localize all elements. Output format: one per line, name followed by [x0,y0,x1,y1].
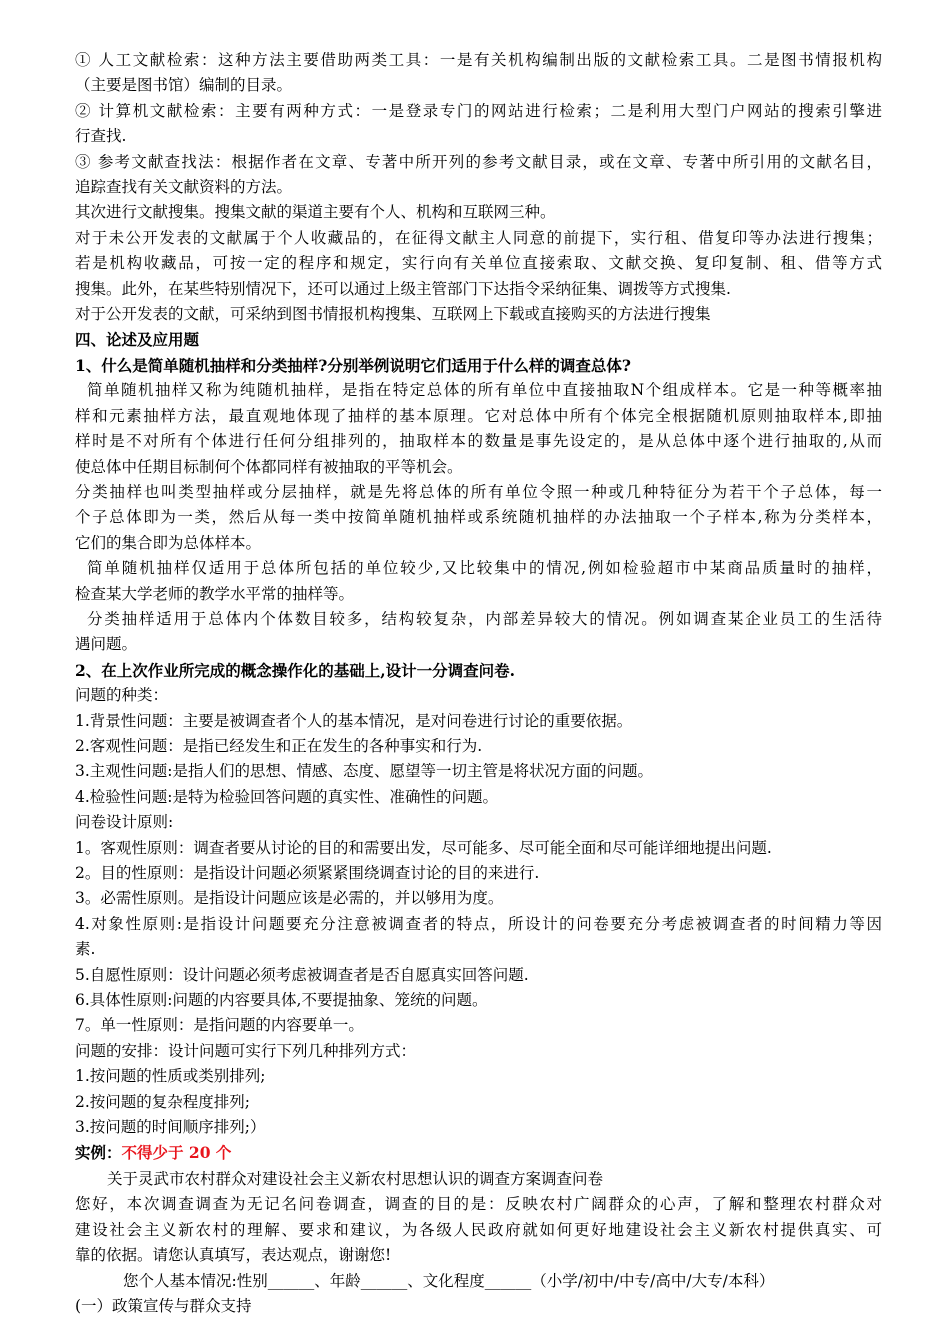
list-item: 1.背景性问题：主要是被调查者个人的基本情况，是对问卷进行讨论的重要依据。 [75,711,633,730]
text-line: 问题的安排：设计问题可实行下列几种排列方式： [75,1041,417,1060]
text-line: 素. [75,940,96,959]
text-line: 行查找. [75,127,127,146]
text-line: 检查某大学老师的教学水平常的抽样等。 [75,584,355,603]
text-line: 简单随机抽样又称为纯随机抽样，是指在特定总体的所有单位中直接抽取N个组成样本。它是一种等概率抽 [87,381,882,400]
list-item: 2。目的性原则：是指设计问题必须紧紧围绕调查讨论的目的来进行. [75,864,540,882]
question-heading: 2、在上次作业所完成的概念操作化的基础上,设计一分调查问卷. [75,660,516,680]
list-item: 7。单一性原则：是指问题的内容要单一。 [75,1016,364,1035]
text-line: 样时是不对所有个体进行任何分组排列的，抽取样本的数量是事先设定的，是从总体中逐个进行抽取的,从而 [75,432,882,451]
text-line: 简单随机抽样仅适用于总体所包括的单位较少,又比较集中的情况,例如检验超市中某商品质量时的抽样， [87,559,882,578]
text-line: 样和元素抽样方法，最直观地体现了抽样的基本原理。它对总体中所有个体完全根据随机原则抽取样本,即抽 [75,406,882,425]
text-line: （主要是图书馆）编制的目录。 [75,76,293,95]
list-item: 1。客观性原则：调查者要从讨论的目的和需要出发，尽可能多、尽可能全面和尽可能详细地提出问题. [75,838,772,857]
text-line: 追踪查找有关文献资料的方法。 [75,178,293,197]
text-line: ③ 参考文献查找法：根据作者在文章、专著中所开列的参考文献目录，或在文章、专著中所引用的文献名目， [75,152,882,171]
text-line: 分类抽样也叫类型抽样或分层抽样，就是先将总体的所有单位令照一种或几种特征分为若干个子总体，每一 [75,482,882,501]
list-item: 3。必需性原则。是指设计问题应该是必需的，并以够用为度。 [75,889,504,908]
list-item: 6.具体性原则:问题的内容要具体,不要提抽象、笼统的问题。 [75,991,488,1010]
text-line: 个子总体即为一类，然后从每一类中按简单随机抽样或系统随机抽样的办法抽取一个子样本,称为分类样本， [75,508,882,527]
text-line: 其次进行文献搜集。搜集文献的渠道主要有个人、机构和互联网三种。 [75,203,556,222]
list-item: 2.按问题的复杂程度排列; [75,1092,251,1111]
list-item: 1.按问题的性质或类别排列; [75,1067,266,1086]
text-line: 使总体中任期目标制何个体都同样有被抽取的平等机会。 [75,457,463,476]
text-line: 对于公开发表的文献，可采纳到图书情报机构搜集、互联网上下载或直接购买的方法进行搜集 [75,305,711,324]
example-note: 不得少于 20 个 [121,1143,232,1163]
text-line: 问题的种类： [75,686,169,705]
list-item: 4.对象性原则:是指设计问题要充分注意被调查者的特点，所设计的问卷要充分考虑被调查者的时间精力等因 [75,914,882,933]
text-line: ② 计算机文献检索：主要有两种方式：一是登录专门的网站进行检索；二是利用大型门户网站的搜索引擎进 [75,101,882,120]
text-line: 分类抽样适用于总体内个体数目较多，结构较复杂，内部差异较大的情况。例如调查某企业员工的生活待 [87,609,882,628]
list-item: 3.主观性问题:是指人们的思想、情感、态度、愿望等一切主管是将状况方面的问题。 [75,762,654,781]
list-item: 3.按问题的时间顺序排列;） [75,1118,266,1137]
example-label: 实例： [75,1143,122,1163]
text-line: 搜集。此外，在某些特别情况下，还可以通过上级主管部门下达指令采纳征集、调拨等方式搜集. [75,279,731,298]
text-line: 遇问题。 [75,635,138,654]
list-item: 5.自愿性原则：设计问题必须考虑被调查者是否自愿真实回答问题. [75,965,529,984]
text-line: 对于未公开发表的文献属于个人收藏品的，在征得文献主人同意的前提下，实行租、借复印等办法进行搜集； [75,228,882,247]
section-heading: 四、论述及应用题 [75,330,200,350]
text-line: 若是机构收藏品，可按一定的程序和规定，实行向有关单位直接索取、文献交换、复印复制、租、借等方式 [75,254,882,273]
text-line: 建设社会主义新农村的理解、要求和建议，为各级人民政府就如何更好地建设社会主义新农村提供真实、可 [75,1220,882,1239]
text-line: 您好，本次调查调查为无记名问卷调查，调查的目的是：反映农村广阔群众的心声，了解和整理农村群众对 [75,1195,882,1214]
list-item: 2.客观性问题：是指已经发生和正在发生的各种事实和行为. [75,736,483,755]
text-line: ① 人工文献检索：这种方法主要借助两类工具：一是有关机构编制出版的文献检索工具。二是图书情报机构 [75,51,882,69]
questionnaire-title: 关于灵武市农村群众对建设社会主义新农村思想认识的调查方案调查问卷 [107,1169,604,1188]
personal-info-line: 您个人基本情况:性别______、年龄______、文化程度______（小学/初中/中专/高中/大专/本科） [123,1271,775,1290]
list-item: 4.检验性问题:是特为检验回答问题的真实性、准确性的问题。 [75,787,499,806]
text-line: 它们的集合即为总体样本。 [75,533,262,552]
text-line: 问卷设计原则: [75,813,174,832]
text-line: 靠的依据。请您认真填写，表达观点，谢谢您! [75,1246,392,1265]
subsection-heading: (一）政策宣传与群众支持 [75,1296,252,1315]
question-heading: 1、什么是简单随机抽样和分类抽样?分别举例说明它们适用于什么样的调查总体? [75,355,631,375]
example-line [75,1140,882,1166]
